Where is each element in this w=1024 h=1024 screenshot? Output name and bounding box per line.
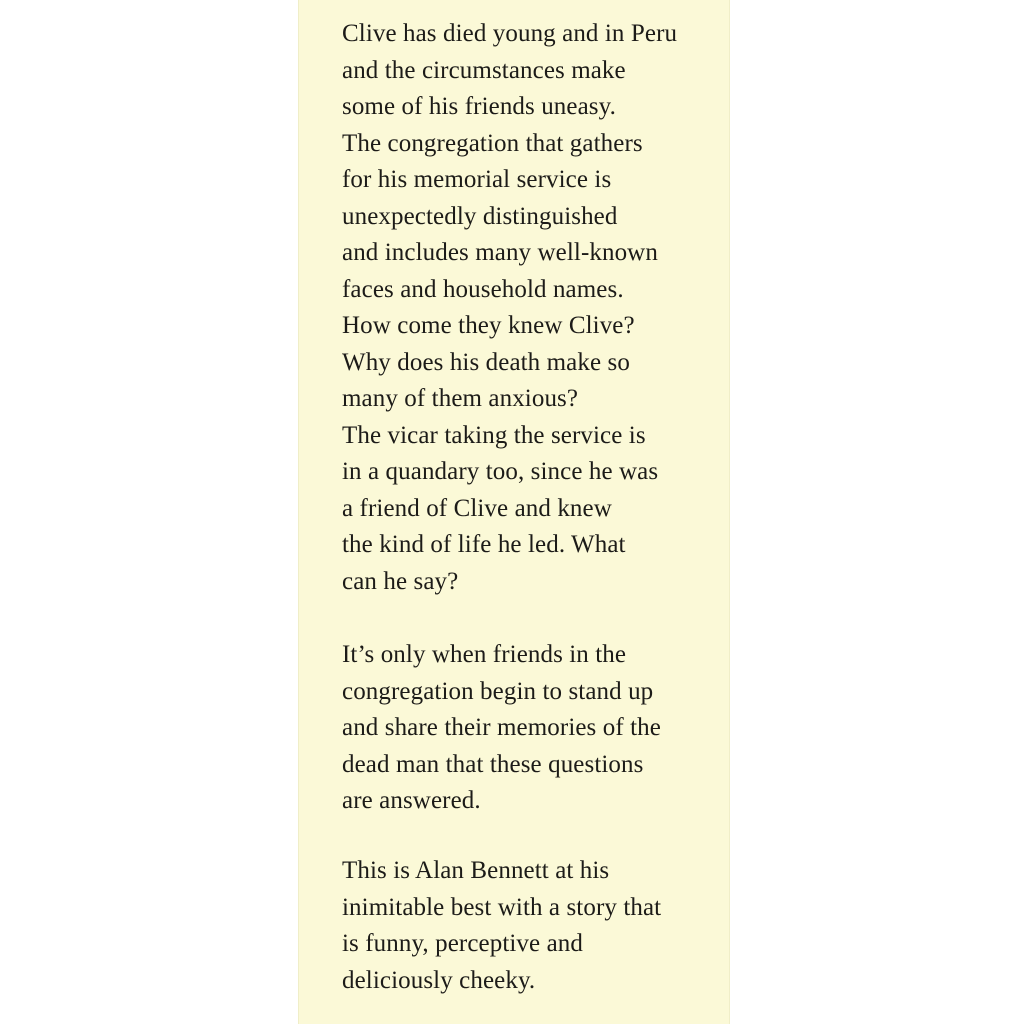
- blurb-paragraph-3: [342, 853, 728, 999]
- blurb-paragraph-2: [342, 637, 728, 820]
- text-line: are answered.: [342, 787, 481, 814]
- text-line: This is Alan Bennett at his: [342, 857, 610, 884]
- text-line: faces and household names.: [342, 275, 624, 303]
- text-line: in a quandary too, since he was: [342, 458, 659, 485]
- text-line: for his memorial service is: [342, 166, 612, 193]
- text-line: and the circumstances make: [342, 56, 626, 84]
- text-line: The vicar taking the service is: [342, 421, 646, 449]
- text-line: some of his friends uneasy.: [342, 93, 616, 120]
- text-line: can he say?: [342, 567, 459, 595]
- text-line: Clive has died young and in Peru: [342, 20, 678, 47]
- text-line: a friend of Clive and knew: [342, 494, 612, 522]
- blurb-paragraph-1: [342, 16, 728, 600]
- text-line: is funny, perceptive and: [342, 930, 583, 957]
- text-line: and share their memories of the: [342, 714, 661, 741]
- text-line: many of them anxious?: [342, 385, 579, 412]
- text-line: inimitable best with a story that: [342, 893, 662, 921]
- text-line: the kind of life he led. What: [342, 531, 626, 558]
- text-line: unexpectedly distinguished: [342, 202, 618, 230]
- text-line: congregation begin to stand up: [342, 677, 654, 705]
- text-line: dead man that these questions: [342, 750, 644, 778]
- text-line: It’s only when friends in the: [342, 641, 627, 668]
- text-line: Why does his death make so: [342, 348, 630, 376]
- text-line: and includes many well-known: [342, 239, 658, 266]
- text-line: The congregation that gathers: [342, 129, 643, 157]
- text-line: How come they knew Clive?: [342, 312, 635, 339]
- text-line: deliciously cheeky.: [342, 966, 536, 994]
